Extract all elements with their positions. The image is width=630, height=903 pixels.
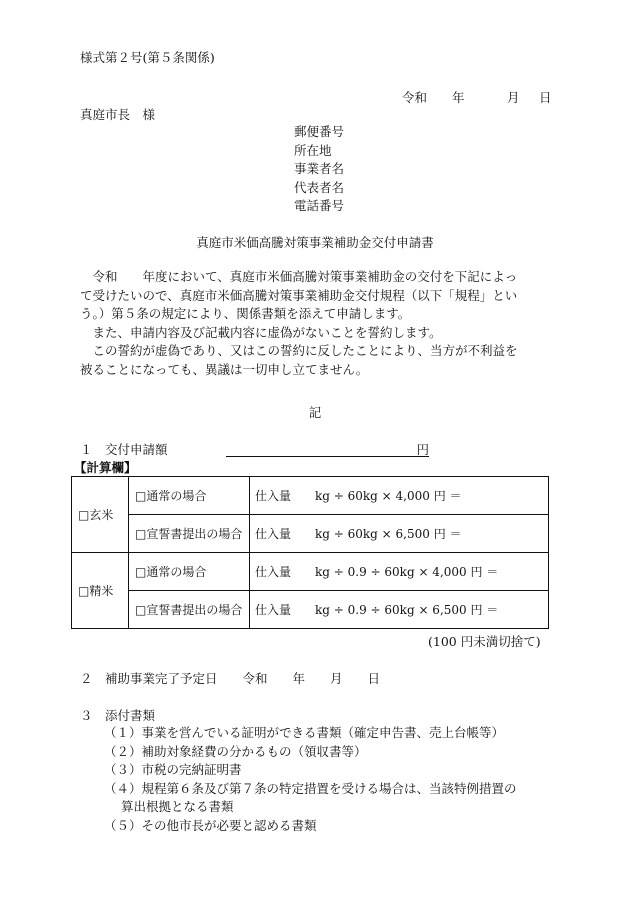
section3-label: ３ 添付書類 (80, 708, 156, 723)
calc-table (71, 476, 549, 629)
formula-cell: 仕入量 kg ÷ 60kg × 4,000 円 ＝ (250, 477, 549, 515)
para1-line1: 令和 年度において、真庭市米価高騰対策事業補助金の交付を下記によっ (92, 269, 518, 284)
formula-cell: 仕入量 kg ÷ 60kg × 6,500 円 ＝ (250, 515, 549, 553)
cond-normal[interactable]: □通常の場合 (129, 477, 250, 515)
para2: また、申請内容及び記載内容に虚偽がないことを誓約します。 (92, 324, 442, 340)
table-row (72, 515, 549, 553)
cond-normal[interactable]: □通常の場合 (129, 553, 250, 591)
body-text (80, 268, 550, 379)
calc-heading: 【計算欄】 (74, 460, 137, 475)
list-item: （１）事業を営んでいる証明ができる書類（確定申告書、売上台帳等） (104, 725, 505, 740)
table-row (72, 553, 549, 591)
para1-line2: て受けたいので、真庭市米価高騰対策事業補助金交付規程（以下「規程」とい (80, 287, 518, 303)
formula-cell: 仕入量 kg ÷ 0.9 ÷ 60kg × 6,500 円 ＝ (250, 591, 549, 629)
postal-code-label: 郵便番号 (294, 124, 345, 139)
table-row (72, 477, 549, 515)
attachment-list (104, 724, 517, 835)
rounding-note: (100 円未満切捨て) (428, 634, 541, 649)
date-year: 年 (452, 90, 465, 105)
address-label: 所在地 (294, 142, 332, 158)
date-line (402, 88, 552, 106)
ki-heading: 記 (308, 405, 322, 420)
representative-label: 代表者名 (294, 179, 345, 195)
grain-polished-rice[interactable]: □精米 (72, 553, 129, 629)
date-day: 日 (539, 90, 552, 105)
para3-line1: この誓約が虚偽であり、又はこの誓約に反したことにより、当方が不利益を (92, 343, 518, 358)
list-item: （２）補助対象経費の分かるもの（領収書等） (104, 743, 367, 759)
para1-line3: う。）第５条の規定により、関係書類を添えて申請します。 (80, 306, 411, 321)
table-row (72, 591, 549, 629)
addressee: 真庭市長 様 (80, 107, 156, 122)
list-item: （４）規程第６条及び第７条の特定措置を受ける場合は、当該特例措置の (104, 780, 517, 796)
amount-unit: 円 (416, 442, 429, 457)
para3-line2: 被ることになっても、異議は一切申し立てません。 (80, 361, 369, 377)
business-name-label: 事業者名 (294, 161, 345, 176)
phone-label: 電話番号 (294, 198, 345, 213)
cond-pledge[interactable]: □宣誓書提出の場合 (129, 515, 250, 553)
cond-pledge[interactable]: □宣誓書提出の場合 (129, 591, 250, 629)
date-era: 令和 (402, 90, 428, 105)
date-month: 月 (507, 90, 520, 105)
sender-block (294, 123, 344, 216)
section2-label: ２ 補助事業完了予定日 令和 年 月 日 (80, 671, 381, 686)
amount-field[interactable] (226, 440, 429, 457)
formula-cell: 仕入量 kg ÷ 0.9 ÷ 60kg × 4,000 円 ＝ (250, 553, 549, 591)
grain-brown-rice[interactable]: □玄米 (72, 477, 129, 553)
section1-label: １ 交付申請額 (80, 442, 168, 457)
list-item: （３）市税の完納証明書 (104, 762, 242, 777)
list-item: 算出根拠となる書類 (121, 799, 234, 814)
form-number: 様式第２号(第５条関係) (80, 50, 215, 65)
list-item: （５）その他市長が必要と認める書類 (104, 817, 317, 833)
document-title: 真庭市米価高騰対策事業補助金交付申請書 (196, 235, 434, 250)
